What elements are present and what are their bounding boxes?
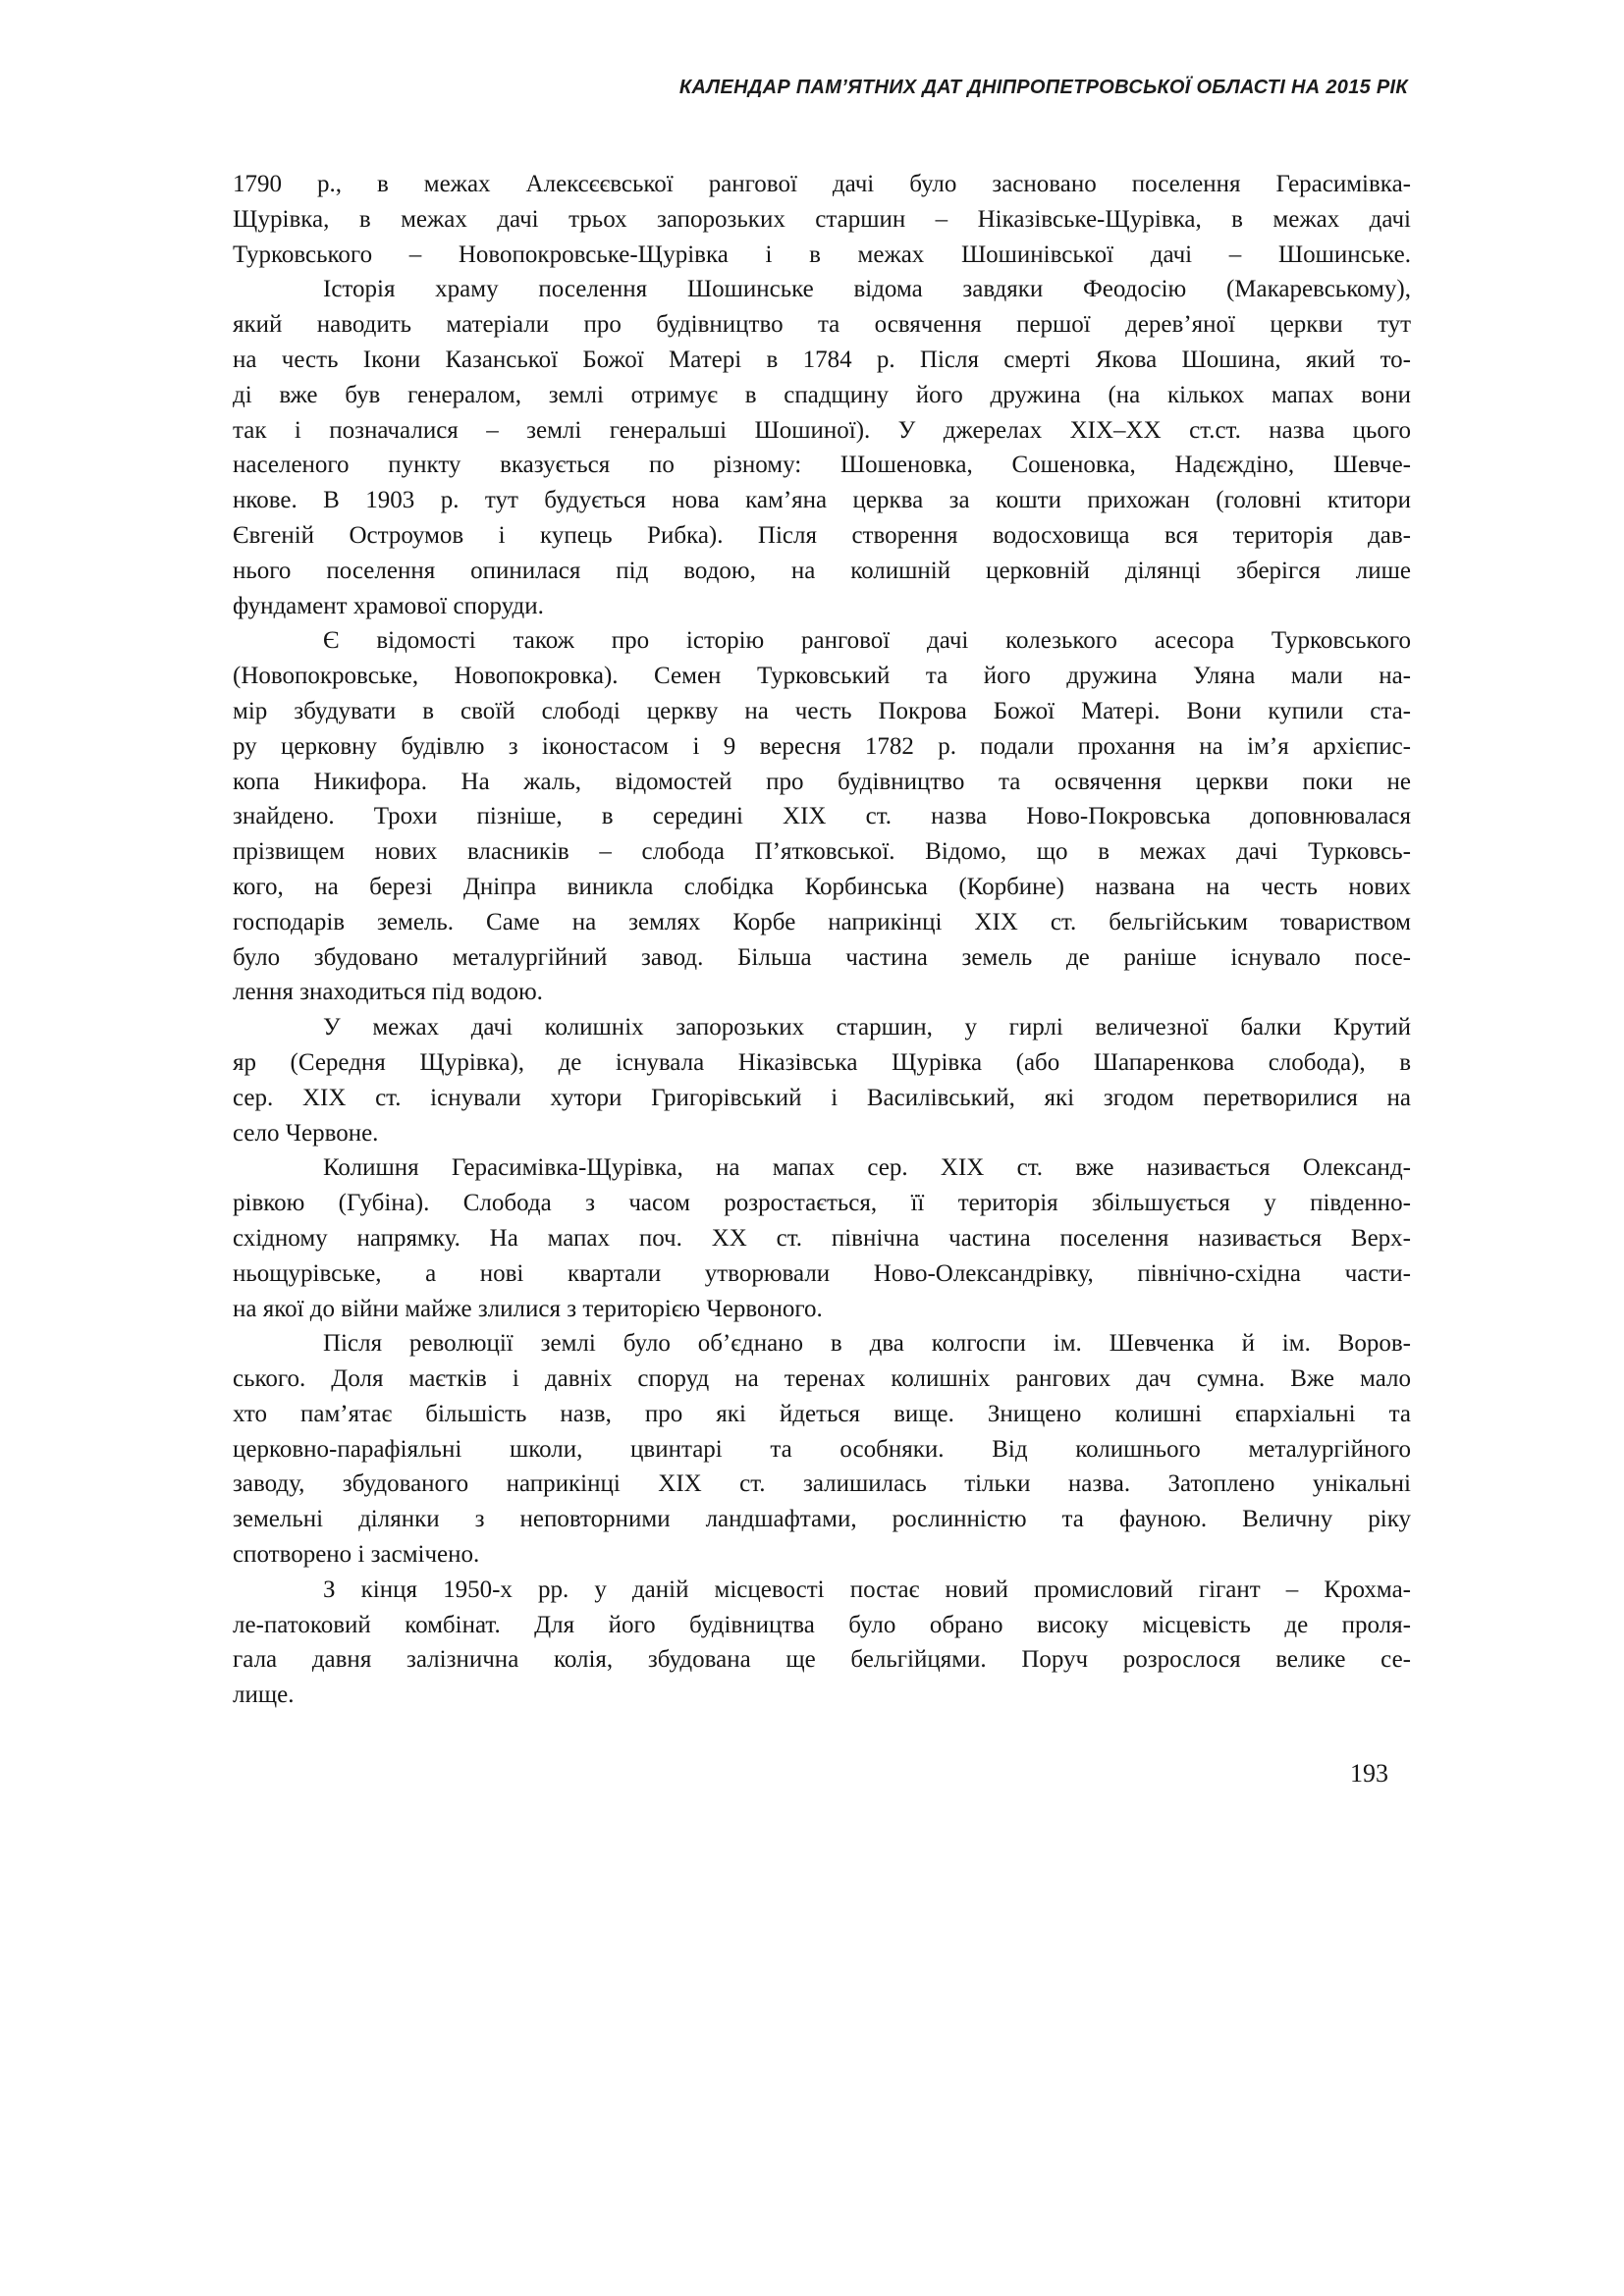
text-line: сер. XIX ст. існували хутори Григорівський і Василівський, які згодом перетворилися на: [233, 1084, 1411, 1111]
text-line: мір збудувати в своїй слободі церкву на честь Покрова Божої Матері. Вони купили ста-: [233, 697, 1411, 724]
text-line: Щурівка, в межах дачі трьох запорозьких старшин – Ніказівське-Щурівка, в межах дачі: [233, 205, 1411, 233]
paragraph: [233, 1326, 1411, 1573]
text-line: прізвищем нових власників – слобода П’ятковської. Відомо, що в межах дачі Турковсь-: [233, 838, 1411, 866]
paragraph: [233, 1573, 1411, 1713]
text-line: ру церковну будівлю з іконостасом і 9 вересня 1782 р. подали прохання на ім’я архієпис-: [233, 732, 1411, 760]
text-line: на якої до війни майже злилися з територією Червоного.: [233, 1295, 823, 1322]
text-line: ського. Доля маєтків і давніх споруд на теренах колишніх рангових дач сумна. Вже мало: [233, 1365, 1411, 1393]
article-body: [233, 167, 1411, 1713]
text-line: гала давня залізнична колія, збудована ще бельгійцями. Поруч розрослося велике се-: [233, 1646, 1411, 1674]
running-header: КАЛЕНДАР ПАМ’ЯТНИХ ДАТ ДНІПРОПЕТРОВСЬКОЇ ОБЛАСТІ НА 2015 РІК: [678, 77, 1408, 98]
text-line: було збудовано металургійний завод. Більша частина земель де раніше існувало посе-: [233, 943, 1411, 971]
paragraph: [233, 167, 1411, 272]
text-line: Є відомості також про історію рангової дачі колезького асесора Турковського: [323, 627, 1411, 655]
text-line: Турковського – Новопокровське-Щурівка і в межах Шошинівської дачі – Шошинське.: [233, 240, 1411, 268]
text-line: населеного пункту вказується по різному: Шошеновка, Сошеновка, Надєждіно, Шевче-: [233, 452, 1411, 479]
text-line: спотворено і засмічено.: [233, 1541, 480, 1569]
text-line: фундамент храмової споруди.: [233, 592, 544, 619]
text-line: нього поселення опинилася під водою, на колишній церковній ділянці зберігся лише: [233, 557, 1411, 584]
text-line: який наводить матеріали про будівництво та освячення першої дерев’яної церкви тут: [233, 311, 1411, 339]
text-line: (Новопокровське, Новопокровка). Семен Турковський та його дружина Уляна мали на-: [233, 663, 1411, 690]
text-line: З кінця 1950-х рр. у даній місцевості постає новий промисловий гігант – Крохма-: [323, 1575, 1411, 1603]
text-line: Колишня Герасимівка-Щурівка, на мапах сер. XIX ст. вже називається Олександ-: [323, 1154, 1411, 1182]
text-line: рівкою (Губіна). Слобода з часом розростається, її територія збільшується у південно-: [233, 1190, 1411, 1217]
text-line: на честь Ікони Казанської Божої Матері в 1784 р. Після смерті Якова Шошина, який то-: [233, 346, 1411, 373]
text-line: церковно-парафіяльні школи, цвинтарі та особняки. Від колишнього металургійного: [233, 1435, 1411, 1463]
text-line: Історія храму поселення Шошинське відома завдяки Феодосію (Макаревському),: [323, 276, 1411, 303]
text-line: земельні ділянки з неповторними ландшафтами, рослинністю та фауною. Величну ріку: [233, 1506, 1411, 1533]
text-line: ле-патоковий комбінат. Для його будівництва було обрано високу місцевість де проля-: [233, 1611, 1411, 1638]
paragraph: [233, 272, 1411, 623]
text-line: лення знаходиться під водою.: [233, 979, 543, 1006]
text-line: село Червоне.: [233, 1119, 379, 1147]
paragraph: [233, 1010, 1411, 1150]
text-line: нкове. В 1903 р. тут будується нова кам’яна церква за кошти прихожан (головні ктитори: [233, 487, 1411, 514]
text-line: 1790 р., в межах Алексєєвської рангової дачі було засновано поселення Герасимівка-: [233, 171, 1411, 197]
text-line: У межах дачі колишніх запорозьких старшин, у гирлі величезної балки Крутий: [323, 1014, 1411, 1041]
text-line: Після революції землі було об’єднано в два колгоспи ім. Шевченка й ім. Воров-: [323, 1330, 1411, 1358]
text-line: копа Никифора. На жаль, відомостей про будівництво та освячення церкви поки не: [233, 768, 1411, 795]
text-line: ді вже був генералом, землі отримує в спадщину його дружина (на кількох мапах вони: [233, 381, 1411, 408]
text-line: яр (Середня Щурівка), де існувала Ніказівська Щурівка (або Шапаренкова слобода), в: [233, 1048, 1411, 1076]
text-line: лище.: [233, 1682, 295, 1709]
text-line: хто пам’ятає більшість назв, про які йдеться вище. Знищено колишні єпархіальні та: [233, 1400, 1411, 1427]
text-line: заводу, збудованого наприкінці XIX ст. залишилась тільки назва. Затоплено унікальні: [233, 1470, 1411, 1498]
text-line: кого, на березі Дніпра виникла слобідка Корбинська (Корбине) названа на честь нових: [233, 873, 1411, 900]
text-line: знайдено. Трохи пізніше, в середині XIX ст. назва Ново-Покровська доповнювалася: [233, 803, 1411, 830]
text-line: так і позначалися – землі генеральші Шошиної). У джерелах XIX–XX ст.ст. назва цього: [233, 416, 1411, 444]
text-line: східному напрямку. На мапах поч. XX ст. північна частина поселення називається Верх-: [233, 1224, 1411, 1252]
text-line: ньощурівське, а нові квартали утворювали Ново-Олександрівку, північно-східна части-: [233, 1259, 1411, 1287]
paragraph: [233, 623, 1411, 1010]
text-line: господарів земель. Саме на землях Корбе наприкінці XIX ст. бельгійським товариством: [233, 908, 1411, 935]
page-number: 193: [1350, 1759, 1388, 1788]
paragraph: [233, 1150, 1411, 1326]
text-line: Євгеній Остроумов і купець Рибка). Після створення водосховища вся територія дав-: [233, 521, 1411, 549]
